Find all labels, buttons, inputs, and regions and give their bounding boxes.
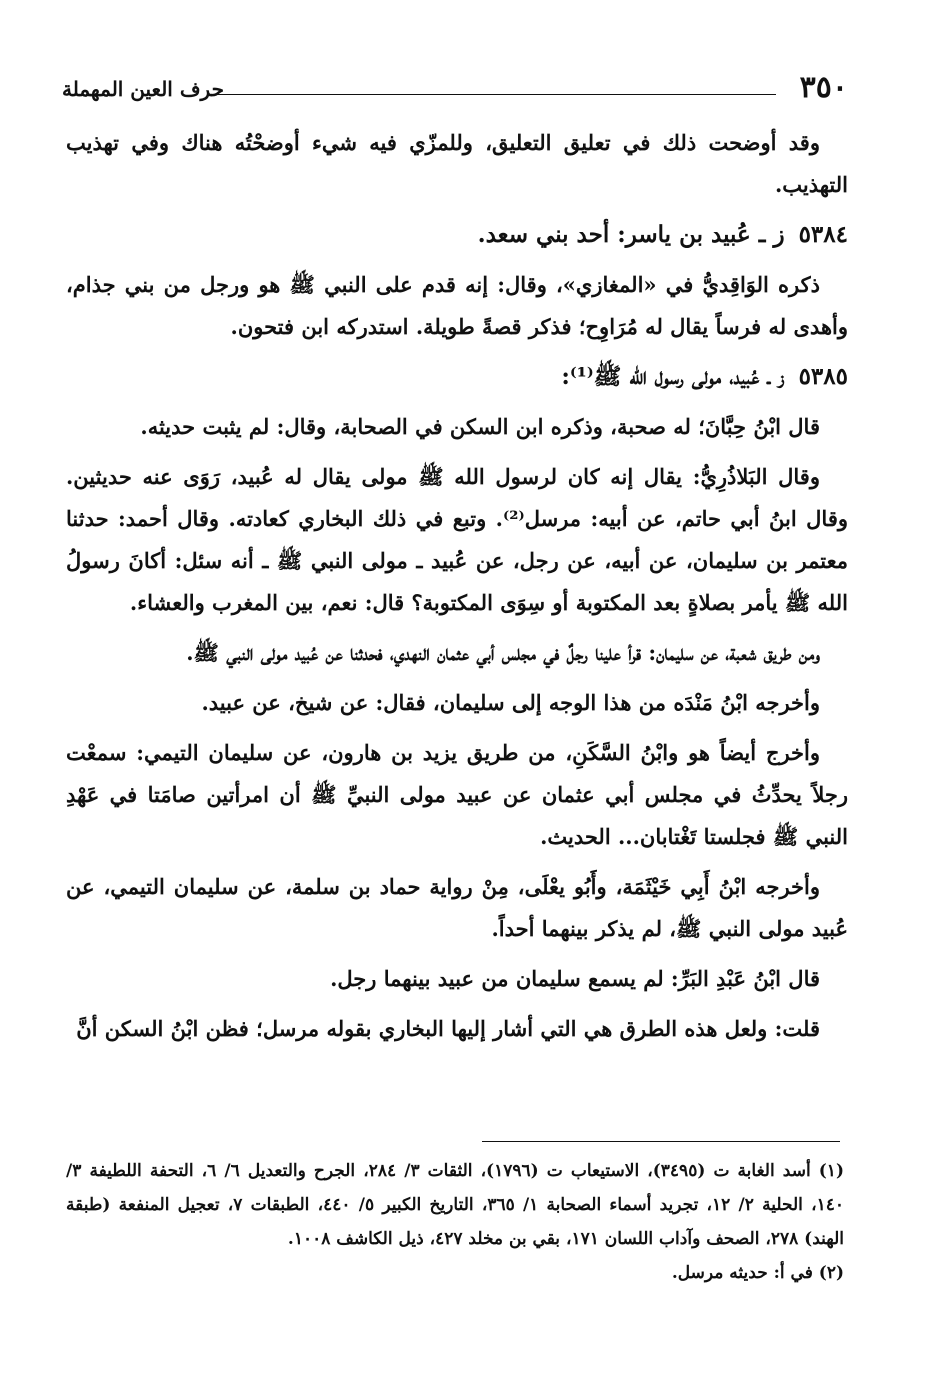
paragraph: قال ابْنُ عَبْدِ البَرِّ: لم يسمع سليمان من عبيد بينهما رجل. [330, 966, 820, 991]
entry-title: ز ـ عُبيد بن ياسر: أحد بني سعد. [477, 221, 785, 248]
footnotes [66, 1154, 844, 1290]
entry-heading [66, 356, 848, 398]
paragraph: وأخرجه ابْنُ مَنْدَه من هذا الوجه إلى سليمان، فقال: عن شيخ، عن عبيد. [201, 690, 820, 715]
entry-number: ٥٣٨٥ [798, 363, 848, 390]
main-text [66, 122, 848, 1058]
footnote: (١) أسد الغابة ت (٣٤٩٥)، الاستيعاب ت (١٧٩٦)، الثقات ٣/ ٢٨٤، الجرح والتعديل ٦/ ٦، التحفة اللطيفة ٣/ ١٤٠، الحلية ٢/ ١٢، تجريد أسماء الصحابة ١/ ٣٦٥، التاريخ الكبير ٥/ ٤٤٠، الطبقات ٧، تعجيل المنفعة (طبقة الهند) ٢٧٨، الصحف وآداب اللسان ١٧١، بقي بن مخلد ٤٢٧، ذيل الكاشف ١٠٠٨. [66, 1161, 844, 1249]
entry-heading [66, 214, 848, 256]
paragraph: وأخرجه ابْنُ أَبِي خَيْثَمَة، وأَبُو يعْلَى، مِنْ رواية حماد بن سلمة، عن سليمان التيمي، عن عُبيد مولى النبي ﷺ، لم يذكر بينهما أحداً. [66, 874, 848, 941]
entry-title: ز ـ عُبيد، مولى رسول الله ﷺ⁽¹⁾: [561, 363, 785, 390]
paragraph: ذكره الوَاقِديُّ في «المغازي»، وقال: إنه قدم على النبي ﷺ هو ورجل من بني جذام، وأهدى له فرساً يقال له مُرَاوِح؛ فذكر قصةً طويلة. استدركه ابن فتحون. [66, 272, 848, 339]
paragraph: قلت: ولعل هذه الطرق هي التي أشار إليها البخاري بقوله مرسل؛ فظن ابْنُ السكن أنَّ [76, 1016, 820, 1041]
entry-number: ٥٣٨٤ [798, 221, 848, 248]
paragraph: ومن طريق شعبة، عن سليمان: قرأ علينا رجلٌ في مجلس أبي عثمان النهدي، فحدثنا عن عُبيد مولى النبي ﷺ. [186, 640, 820, 665]
paragraph: وقال البَلاذُرِيُّ: يقال إنه كان لرسول الله ﷺ مولى يقال له عُبيد، رَوَى عنه حديثين. وقال ابنُ أبي حاتم، عن أبيه: مرسل⁽²⁾. وتبع في ذلك البخاري كعادته. وقال أحمد: حدثنا معتمر بن سليمان، عن أبيه، عن رجل، عن عُبيد ـ مولى النبي ﷺ ـ أنه سئل: أكانَ رسولُ الله ﷺ يأمر بصلاةٍ بعد المكتوبة أو سِوَى المكتوبة؟ قال: نعم، بين المغرب والعشاء. [66, 464, 849, 615]
paragraph: وأخرج أيضاً هو وابْنُ السَّكَنِ، من طريق يزيد بن هارون، عن سليمان التيمي: سمعْت رجلاً يحدِّثُ في مجلس أبي عثمان عن عبيد مولى النبيِّ ﷺ أن امرأتين صامَتا في عَهْدِ النبي ﷺ فجلستا تَغْتابان... الحديث. [66, 740, 848, 849]
paragraph: قال ابْنُ حِبَّانَ؛ له صحبة، وذكره ابن السكن في الصحابة، وقال: لم يثبت حديثه. [140, 414, 820, 439]
footnote: (٢) في أ: حديثه مرسل. [671, 1263, 844, 1283]
page-number: ٣٥٠ [799, 70, 848, 105]
paragraph: وقد أوضحت ذلك في تعليق التعليق، وللمزّي فيه شيء أوضحْتُه هناك وفي تهذيب التهذيب. [66, 130, 848, 197]
page-header [62, 70, 848, 110]
running-title: حرف العين المهملة [62, 77, 224, 101]
footnote-separator [482, 1141, 840, 1142]
header-rule [210, 94, 776, 95]
